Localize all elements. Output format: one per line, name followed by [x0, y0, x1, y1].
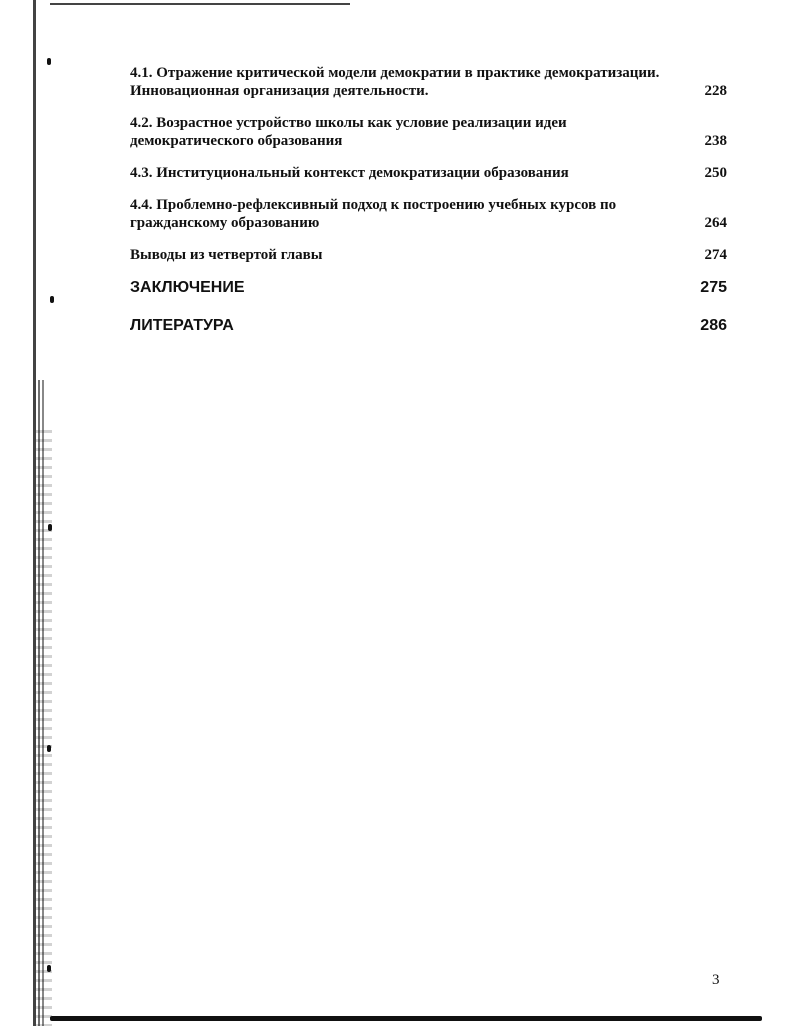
toc-entry-title: 4.2. Возрастное устройство школы как условие реализации идеи демократического образования	[130, 115, 567, 149]
toc-entry-title: 4.3. Институциональный контекст демократизации образования	[130, 165, 569, 181]
toc-entry-page: 286	[700, 317, 727, 334]
toc-entry-page: 250	[704, 165, 727, 181]
toc-entry-title: 4.4. Проблемно-рефлексивный подход к построению учебных курсов по гражданскому образованию	[130, 197, 617, 231]
toc-entry-title: ЗАКЛЮЧЕНИЕ	[130, 279, 245, 296]
toc-entry-page: 228	[704, 83, 727, 99]
toc-entry-conclusion[interactable]	[130, 278, 727, 298]
scan-speck	[47, 745, 51, 752]
scan-speck	[47, 58, 51, 65]
toc-entry-literature[interactable]	[130, 316, 727, 336]
toc-entry-page: 238	[704, 133, 727, 149]
toc-entry-page: 264	[704, 215, 727, 231]
toc-entry-4-3[interactable]	[130, 164, 727, 182]
toc-entry-page: 274	[704, 247, 727, 263]
scan-speck	[50, 296, 54, 303]
page-number: 3	[712, 972, 720, 988]
toc-entry-title: ЛИТЕРАТУРА	[130, 317, 234, 334]
toc-entry-4-1[interactable]	[130, 64, 727, 100]
scan-speck	[47, 965, 51, 972]
scan-speck	[48, 524, 52, 531]
toc-entry-title: 4.1. Отражение критической модели демократии в практике демократизации. Инновационная организация деятельности.	[130, 65, 660, 99]
toc-entry-title: Выводы из четвертой главы	[130, 247, 323, 263]
toc-entry-4-4[interactable]	[130, 196, 727, 232]
toc-entry-page: 275	[700, 279, 727, 296]
scan-bottom-line	[50, 1016, 762, 1021]
scan-edge-artifact	[36, 430, 52, 1026]
table-of-contents	[130, 64, 727, 354]
scan-top-line	[50, 3, 350, 5]
toc-entry-chapter-4-conclusions[interactable]	[130, 246, 727, 264]
toc-entry-4-2[interactable]	[130, 114, 727, 150]
